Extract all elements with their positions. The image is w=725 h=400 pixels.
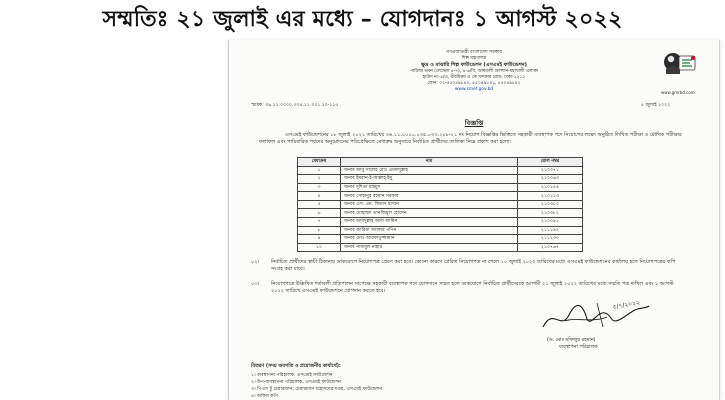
row-serial: ৯ — [298, 235, 341, 244]
table-row — [298, 183, 583, 192]
signatory-title: ব্যবস্থাপনা পরিচালক — [559, 345, 598, 350]
row-serial: ৮ — [298, 226, 341, 235]
signatory-name: (ড. মোঃ মফিজুর রহমান) — [547, 338, 596, 343]
handwritten-signature-icon — [535, 297, 655, 337]
table-row — [298, 243, 583, 252]
clause-2-number: ০২। — [251, 259, 260, 265]
table-row — [298, 235, 583, 244]
letterhead-line-3: ক্ষুদ্র ও মাঝারি শিল্প ফাউন্ডেশন (এসএমই ফাউন্ডেশন) — [421, 62, 527, 68]
row-serial: ১ — [298, 166, 341, 175]
table-header-row — [298, 158, 583, 167]
logo-caption: www.gmrbd.com — [661, 90, 695, 95]
table-row — [298, 209, 583, 218]
notice-document — [228, 40, 720, 400]
row-name: জনাব মোহাম্মদ তানজিমুল হোসেন — [341, 209, 518, 218]
memo-reference: স্মারক: ৩৬.১১.০০০০.০৩৫.১১.০০১.২০-১১৫ — [251, 103, 339, 108]
row-name: জনাব ইমরান-ই-আল্লাহ ইমু — [341, 175, 518, 184]
row-serial: ৬ — [298, 209, 341, 218]
table-row — [298, 200, 583, 209]
row-serial: ১০ — [298, 243, 341, 252]
row-name: জনাব জারিয়া আক্তার পপিন — [341, 226, 518, 235]
row-roll: ২১০১১৩ — [518, 192, 583, 201]
header-name: নাম — [341, 158, 518, 167]
distribution-heading: বিতরণ (সদয় অবগতি ও প্রয়োজনীয় কার্যার্থে): — [251, 364, 341, 369]
intro-paragraph: এসএমই ফাউন্ডেশনের ১৮ জুলাই ২০২১ তারিখের ৩৬.১১.০০০০.০৩৫.০৩৩.২০৮-২১ নং নিয়োগ বিজ্ঞপ্তির ভিত্তিতে সহকারী ব্যবস্থাপক পদে নিয়োগের লক্ষ্যে অনুষ্ঠিত লিখিত পরীক্ষা ও মৌখিক পরীক্ষার ফলাফল এবং পারিবারিক পর্ষদের অনুমোদনের পরিপ্রেক্ষিতে মেধাক্রম অনুসারে নির্বাচিত প্রার্থীদের তালিকা নিম্নে প্রকাশ করা হলো: — [259, 132, 682, 145]
clause-3-text: নিয়োগপত্রে উল্লিখিত শর্তাবলী প্রতিপালন সাপেক্ষে সহকারী ব্যবস্থাপক পদে যোগদানে সম্মত হলে ডাকযোগে নির্বাচিত প্রার্থীদেরকে আগামী ২১ জুলাই ২০২২ তারিখের মধ্যে সম্মতি পত্র দাখিল এবং ১ আগস্ট ২০২২ তারিখে এসএমই ফাউন্ডেশনে যোগদান করতে হবে। — [271, 281, 674, 294]
clause-2-text: নির্বাচিত প্রার্থীদের স্থায়ী ঠিকানায় ডাকযোগে নিয়োগপত্র প্রেরণ করা হবে। কোনো কারণে প্রেরিত নিয়োগপত্র না পেলে ১০ জুলাই ২০২২ তারিখের মধ্যে এসএমই ফাউন্ডেশনের কার্যালয় হতে নিয়োগপত্রের কপি সংগ্রহ করা যাবে। — [271, 259, 676, 272]
row-serial: ২ — [298, 175, 341, 184]
letterhead-line-5: হাউস নং-৪/এ, বীরউত্তম এ কে খন্দকার রোড, ঢাকা-১২১২ — [422, 75, 526, 80]
header-serial: মেধাক্রম — [298, 158, 341, 167]
row-name: জনাব দুশিতা মাহমুদ — [341, 183, 518, 192]
row-name: জনাব এস. এম. জিয়াদ হাসান — [341, 200, 518, 209]
table-row — [298, 218, 583, 227]
row-roll: ২১০৩৭১ — [518, 166, 583, 175]
distribution-item: ১। ব্যবস্থাপনা পরিচালক, এসএমই ফাউন্ডেশন — [251, 373, 333, 378]
row-name: জনাব আবদুল্লাহ আল আমিন — [341, 218, 518, 227]
row-roll: ২১০০৬৩ — [518, 175, 583, 184]
memo-date: ৫ জুলাই ২০২২ — [641, 103, 671, 108]
row-name: জনাব নাজমুল নাহার — [341, 243, 518, 252]
row-serial: ৫ — [298, 200, 341, 209]
clause-3-number: ০৩। — [251, 281, 260, 287]
distribution-item: ২। উপ-ব্যবস্থাপনা পরিচালক, এসএমই ফাউন্ডেশন — [251, 380, 341, 385]
row-serial: ৭ — [298, 218, 341, 227]
letterhead-line-1: গণপ্রজাতন্ত্রী বাংলাদেশ সরকার — [446, 50, 502, 55]
row-name: জনাব মোঃ আরফাতুজ্জামান — [341, 235, 518, 244]
letterhead-line-2: শিল্প মন্ত্রণালয় — [461, 56, 487, 61]
table-row — [298, 226, 583, 235]
row-name: জনাব সোহানুর রহমান সরকার — [341, 192, 518, 201]
letterhead-line-6: ফোন: ০২-৫৫০৪৯৮৪০, ৫৫০৪৯৮৪১, ৫৫০৪৯৮৪২ — [427, 81, 521, 86]
svg-text:৫/৭/২০২২: ৫/৭/২০২২ — [612, 299, 641, 311]
notice-title: বিজ্ঞপ্তি — [464, 119, 484, 127]
row-roll: ২১০৩৮২ — [518, 209, 583, 218]
headline-banner — [0, 0, 725, 40]
row-roll: ২১০৩৮০ — [518, 200, 583, 209]
row-serial: ৪ — [298, 192, 341, 201]
website-link[interactable]: www.smef.gov.bd — [454, 87, 494, 92]
row-roll: ২১০০৯১ — [518, 218, 583, 227]
row-name: জনাব আবু সালেহ মোঃ এমদাদুল্লাহ — [341, 166, 518, 175]
selected-candidates-table — [297, 157, 583, 252]
letterhead-line-4: পারিজা ভবন (লেভেল ৫-৭), ৪-৬/বি, আমতলী গুলশান-মহাখালী এলাকা — [409, 69, 539, 74]
row-roll: ২১০১৫৪ — [518, 183, 583, 192]
table-row — [298, 192, 583, 201]
row-serial: ৩ — [298, 183, 341, 192]
row-roll: ২১১১৯২ — [518, 226, 583, 235]
header-roll: রোল নম্বর — [518, 158, 583, 167]
table-row — [298, 166, 583, 175]
distribution-item: ৩। পিএস টু চেয়ারম্যান, চেয়ারম্যান মহোদয়ের দপ্তর, এসএমই ফাউন্ডেশন — [251, 387, 382, 392]
mujib-borsho-logo-icon — [659, 48, 697, 92]
table-row — [298, 175, 583, 184]
row-roll: ২১০৭৬৭ — [518, 243, 583, 252]
headline-text: সম্মতিঃ ২১ জুলাই এর মধ্যে – যোগদানঃ ১ আগস্ট ২০২২ — [102, 5, 623, 32]
distribution-item: ৪। অফিস কপি — [251, 394, 278, 399]
row-roll: ২১১২৩০ — [518, 235, 583, 244]
